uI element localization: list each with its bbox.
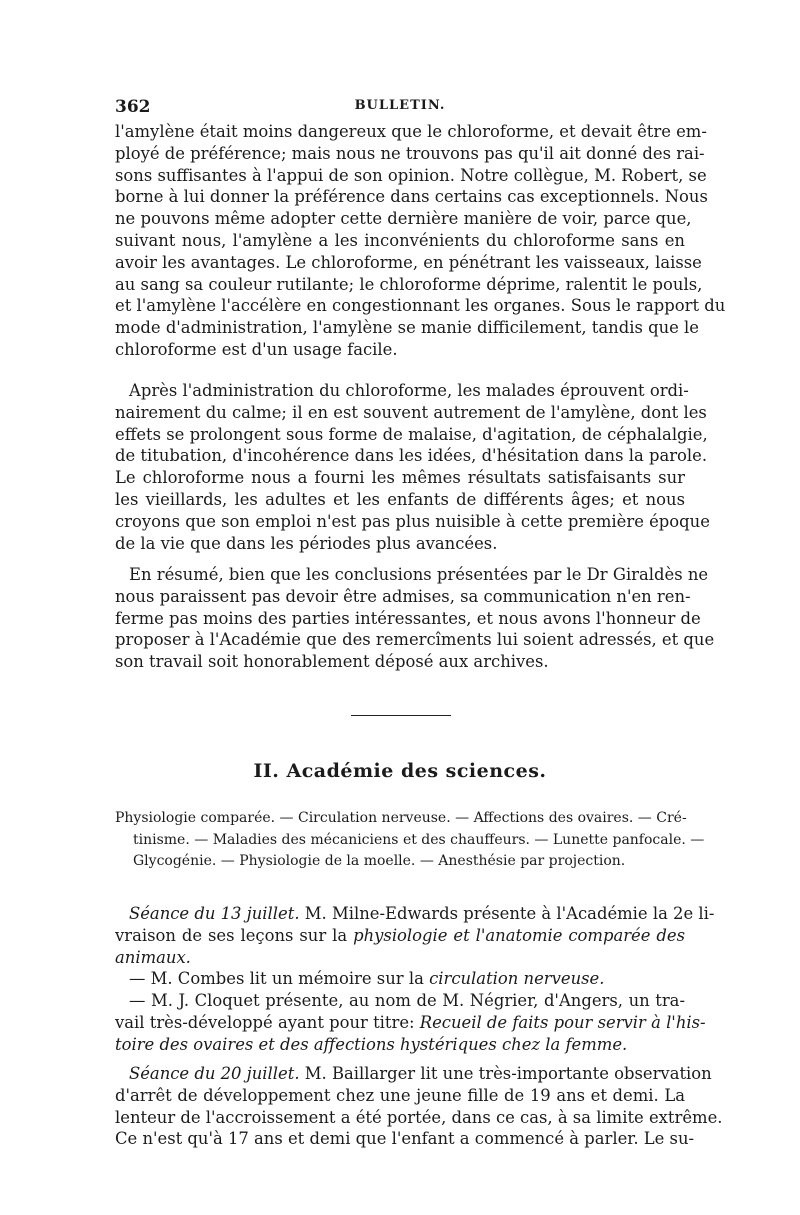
text-line: chloroforme est d'un usage facile. <box>115 339 398 359</box>
page-header <box>115 97 685 121</box>
running-head: BULLETIN. <box>354 98 446 113</box>
text-line: lenteur de l'accroissement a été portée, dans ce cas, à sa limite extrême. <box>115 1107 723 1127</box>
text-line: ne pouvons même adopter cette dernière manière de voir, parce que, <box>115 209 692 229</box>
text-line: Ce n'est qu'à 17 ans et demi que l'enfant a commencé à parler. Le su- <box>115 1129 695 1149</box>
text-line: l'amylène était moins dangereux que le chloroforme, et devait être em- <box>115 122 707 141</box>
text-line: Séance du 13 juillet. M. Milne-Edwards présente à l'Académie la 2e li- <box>129 904 715 923</box>
text-line: ployé de préférence; mais nous ne trouvons pas qu'il ait donné des rai- <box>115 143 705 163</box>
section-title: II. Académie des sciences. <box>253 760 547 782</box>
seance-date-label: Séance du 13 juillet. <box>129 904 300 923</box>
text-line: et l'amylène l'accélère en congestionnant les organes. Sous le rapport du <box>115 296 726 316</box>
seance-13-juillet <box>115 903 715 1056</box>
text-line: les vieillards, les adultes et les enfants de différents âges; et nous <box>115 489 685 509</box>
paragraph-2 <box>115 380 710 554</box>
seance-20-juillet <box>115 1063 723 1150</box>
text-line: borne à lui donner la préférence dans certains cas exceptionnels. Nous <box>115 187 708 207</box>
text-line: — M. J. Cloquet présente, au nom de M. Négrier, d'Angers, un tra- <box>129 991 685 1011</box>
page-number: 362 <box>115 97 151 117</box>
section-summary <box>115 808 705 873</box>
text-line: de la vie que dans les périodes plus avancées. <box>115 533 498 553</box>
text-line: effets se prolongent sous forme de malaise, d'agitation, de céphalalgie, <box>115 424 708 444</box>
text-line: Le chloroforme nous a fourni les mêmes résultats satisfaisants sur <box>115 468 685 488</box>
summary-line: Physiologie comparée. — Circulation nerveuse. — Affections des ovaires. — Cré- <box>115 810 687 826</box>
text-line: toire des ovaires et des affections hystériques chez la femme. <box>115 1034 628 1054</box>
text-line: — M. Combes lit un mémoire sur la circulation nerveuse. <box>129 969 605 989</box>
paragraph-3 <box>115 564 715 673</box>
text-line: animaux. <box>115 947 191 967</box>
text-line: au sang sa couleur rutilante; le chloroforme déprime, ralentit le pouls, <box>115 274 703 294</box>
summary-line: Glycogénie. — Physiologie de la moelle. — Anesthésie par projection. <box>133 853 626 869</box>
text-line: mode d'administration, l'amylène se manie difficilement, tandis que le <box>115 318 699 338</box>
text-line: son travail soit honorablement déposé aux archives. <box>115 652 549 672</box>
text-line: d'arrêt de développement chez une jeune fille de 19 ans et demi. La <box>115 1085 685 1105</box>
text-line: ferme pas moins des parties intéressantes, et nous avons l'honneur de <box>115 608 701 628</box>
text-line: vail très-développé ayant pour titre: Recueil de faits pour servir à l'his- <box>115 1012 706 1032</box>
text-line: Séance du 20 juillet. M. Baillarger lit une très-importante observation <box>129 1064 712 1083</box>
text-line: avoir les avantages. Le chloroforme, en pénétrant les vaisseaux, laisse <box>115 252 702 272</box>
text-line: vraison de ses leçons sur la physiologie et l'anatomie comparée des <box>115 925 685 945</box>
paragraph-1 <box>115 121 726 361</box>
text-line: sons suffisantes à l'appui de son opinion. Notre collègue, M. Robert, se <box>115 165 707 185</box>
section-divider <box>351 715 451 716</box>
text-line: suivant nous, l'amylène a les inconvénients du chloroforme sans en <box>115 230 685 250</box>
seance-date-label: Séance du 20 juillet. <box>129 1064 300 1083</box>
text-line: nous paraissent pas devoir être admises, sa communication n'en ren- <box>115 586 691 606</box>
text-line: En résumé, bien que les conclusions présentées par le Dr Giraldès ne <box>129 565 709 584</box>
text-line: Après l'administration du chloroforme, les malades éprouvent ordi- <box>129 381 689 400</box>
text-line: nairement du calme; il en est souvent autrement de l'amylène, dont les <box>115 402 707 422</box>
text-line: proposer à l'Académie que des remercîments lui soient adressés, et que <box>115 630 715 650</box>
text-line: de titubation, d'incohérence dans les idées, d'hésitation dans la parole. <box>115 446 708 466</box>
text-line: croyons que son emploi n'est pas plus nuisible à cette première époque <box>115 511 710 531</box>
summary-line: tinisme. — Maladies des mécaniciens et des chauffeurs. — Lunette panfocale. — <box>133 831 705 848</box>
